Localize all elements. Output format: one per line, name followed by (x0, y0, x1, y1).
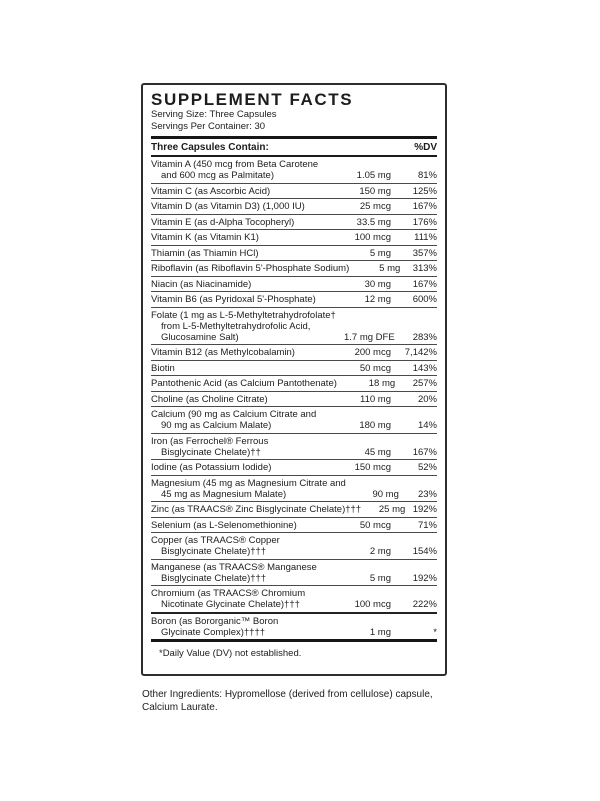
nutrient-name: Biotin (151, 362, 175, 374)
nutrient-row (151, 502, 437, 518)
nutrient-name: Copper (as TRAACS® Copper Bisglycinate Chelate)††† (151, 535, 280, 557)
nutrient-dv: 20% (417, 393, 437, 405)
nutrient-dv: 167% (412, 201, 437, 212)
nutrient-amount: 200 mcg (354, 347, 391, 358)
nutrient-row (151, 533, 437, 560)
nutrient-name: Chromium (as TRAACS® Chromium Nicotinate Glycinate Chelate)††† (151, 588, 306, 610)
nutrient-row (151, 614, 437, 643)
nutrient-rows (151, 157, 437, 642)
nutrient-amount: 1 mg (369, 626, 391, 638)
nutrient-amount: 25 mcg (359, 201, 391, 212)
nutrient-amount: 2 mg (369, 546, 391, 557)
nutrient-row (151, 518, 437, 534)
nutrient-name: Vitamin A (450 mcg from Beta Carotene and 600 mcg as Palmitate) (151, 159, 319, 181)
nutrient-row (151, 407, 437, 434)
nutrient-amount: 5 mg (379, 263, 401, 274)
supplement-facts-panel (141, 83, 447, 676)
nutrient-dv: 192% (412, 504, 437, 515)
nutrient-name: Vitamin B6 (as Pyridoxal 5'-Phosphate) (151, 294, 316, 305)
nutrient-name: Boron (as Bororganic™ Boron Glycinate Complex)†††† (151, 615, 279, 638)
nutrient-dv: 52% (417, 462, 437, 473)
nutrient-name: Manganese (as TRAACS® Manganese Bisglycinate Chelate)††† (151, 561, 317, 584)
nutrient-name: Riboflavin (as Riboflavin 5'-Phosphate Sodium) (151, 263, 350, 274)
nutrient-name: Magnesium (45 mg as Magnesium Citrate and 45 mg as Magnesium Malate) (151, 477, 346, 500)
nutrient-dv: 71% (417, 519, 437, 531)
nutrient-amount: 180 mg (359, 420, 391, 431)
nutrient-amount: 110 mg (360, 393, 391, 405)
dv-footnote: *Daily Value (DV) not established. (159, 648, 302, 659)
nutrient-amount: 25 mg (378, 504, 406, 515)
nutrient-name: Iron (as Ferrochel® Ferrous Bisglycinate Chelate)†† (151, 435, 269, 458)
nutrient-dv: 7,142% (404, 347, 437, 358)
nutrient-dv: 111% (414, 232, 437, 243)
nutrient-name: Vitamin B12 (as Methylcobalamin) (151, 347, 295, 358)
nutrient-name: Zinc (as TRAACS® Zinc Bisglycinate Chelate)††† (151, 504, 362, 515)
nutrient-row (151, 199, 437, 215)
nutrient-name: Folate (1 mg as L-5-Methyltetrahydrofolate† from L-5-Methyltetrahydrofolic Acid, Glucosamine Salt) (151, 309, 336, 343)
nutrient-row (151, 586, 437, 614)
nutrient-row (151, 292, 437, 308)
nutrient-amount: 30 mg (364, 278, 391, 290)
column-header-row (151, 139, 437, 157)
other-ingredients-text: Other Ingredients: Hypromellose (derived from cellulose) capsule, Calcium Laurate. (142, 689, 433, 713)
nutrient-amount: 5 mg (369, 572, 391, 584)
nutrient-dv: 167% (412, 278, 437, 290)
nutrient-dv: 154% (412, 546, 437, 557)
nutrient-dv: 313% (412, 263, 437, 274)
nutrient-amount: 90 mg (372, 488, 399, 500)
nutrient-row (151, 345, 437, 361)
nutrient-amount: 18 mg (368, 378, 396, 389)
nutrient-name: Vitamin E (as d-Alpha Tocopheryl) (151, 216, 295, 228)
nutrient-amount: 100 mcg (354, 599, 391, 610)
nutrient-dv: 357% (412, 247, 437, 259)
nutrient-row (151, 230, 437, 246)
nutrient-dv: 257% (412, 378, 437, 389)
nutrient-row (151, 261, 437, 277)
nutrient-amount: 50 mcg (359, 519, 391, 531)
nutrient-amount: 1.05 mg (356, 170, 391, 181)
nutrient-row (151, 476, 437, 503)
nutrient-name: Vitamin C (as Ascorbic Acid) (151, 185, 271, 197)
nutrient-name: Choline (as Choline Citrate) (151, 393, 268, 405)
nutrient-amount: 5 mg (369, 247, 391, 259)
nutrient-dv: 283% (412, 331, 437, 343)
serving-size: Serving Size: Three Capsules (151, 109, 277, 120)
nutrient-name: Thiamin (as Thiamin HCl) (151, 247, 259, 259)
nutrient-row (151, 460, 437, 476)
nutrient-name: Niacin (as Niacinamide) (151, 278, 252, 290)
nutrient-name: Selenium (as L-Selenomethionine) (151, 519, 297, 531)
nutrient-row (151, 392, 437, 408)
nutrient-row (151, 215, 437, 231)
nutrient-amount: 50 mcg (359, 362, 391, 374)
nutrient-dv: 81% (417, 170, 437, 181)
nutrient-amount: 1.7 mg DFE (344, 331, 395, 343)
nutrient-dv: 192% (412, 572, 437, 584)
nutrient-amount: 100 mcg (354, 232, 391, 243)
nutrient-dv: 14% (417, 420, 437, 431)
nutrient-name: Vitamin K (as Vitamin K1) (151, 232, 259, 243)
nutrient-amount: 12 mg (364, 294, 391, 305)
nutrient-amount: 45 mg (364, 446, 391, 458)
servings-per-container: Servings Per Container: 30 (151, 121, 266, 132)
nutrient-dv: 600% (412, 294, 437, 305)
nutrient-dv: * (433, 626, 437, 638)
nutrient-row (151, 560, 437, 587)
nutrient-row (151, 184, 437, 200)
column-header-contain: Three Capsules Contain: (151, 142, 269, 153)
column-header-dv: %DV (414, 142, 437, 153)
nutrient-dv: 167% (412, 446, 437, 458)
nutrient-row (151, 157, 437, 184)
nutrient-dv: 143% (412, 362, 437, 374)
nutrient-dv: 176% (412, 216, 437, 228)
nutrient-row (151, 246, 437, 262)
nutrient-row (151, 434, 437, 461)
nutrient-name: Pantothenic Acid (as Calcium Pantothenate) (151, 378, 337, 389)
nutrient-name: Iodine (as Potassium Iodide) (151, 462, 272, 473)
supplement-facts-title: SUPPLEMENT FACTS (151, 90, 354, 109)
nutrient-row (151, 308, 437, 346)
nutrient-dv: 125% (412, 185, 437, 197)
nutrient-name: Vitamin D (as Vitamin D3) (1,000 IU) (151, 201, 305, 212)
nutrient-row (151, 277, 437, 293)
nutrient-row (151, 361, 437, 377)
nutrient-row (151, 376, 437, 392)
nutrient-amount: 150 mg (359, 185, 391, 197)
nutrient-amount: 33.5 mg (356, 216, 391, 228)
nutrient-name: Calcium (90 mg as Calcium Citrate and 90 mg as Calcium Malate) (151, 409, 317, 431)
nutrient-dv: 222% (412, 599, 437, 610)
nutrient-dv: 23% (417, 488, 437, 500)
nutrient-amount: 150 mcg (354, 462, 391, 473)
